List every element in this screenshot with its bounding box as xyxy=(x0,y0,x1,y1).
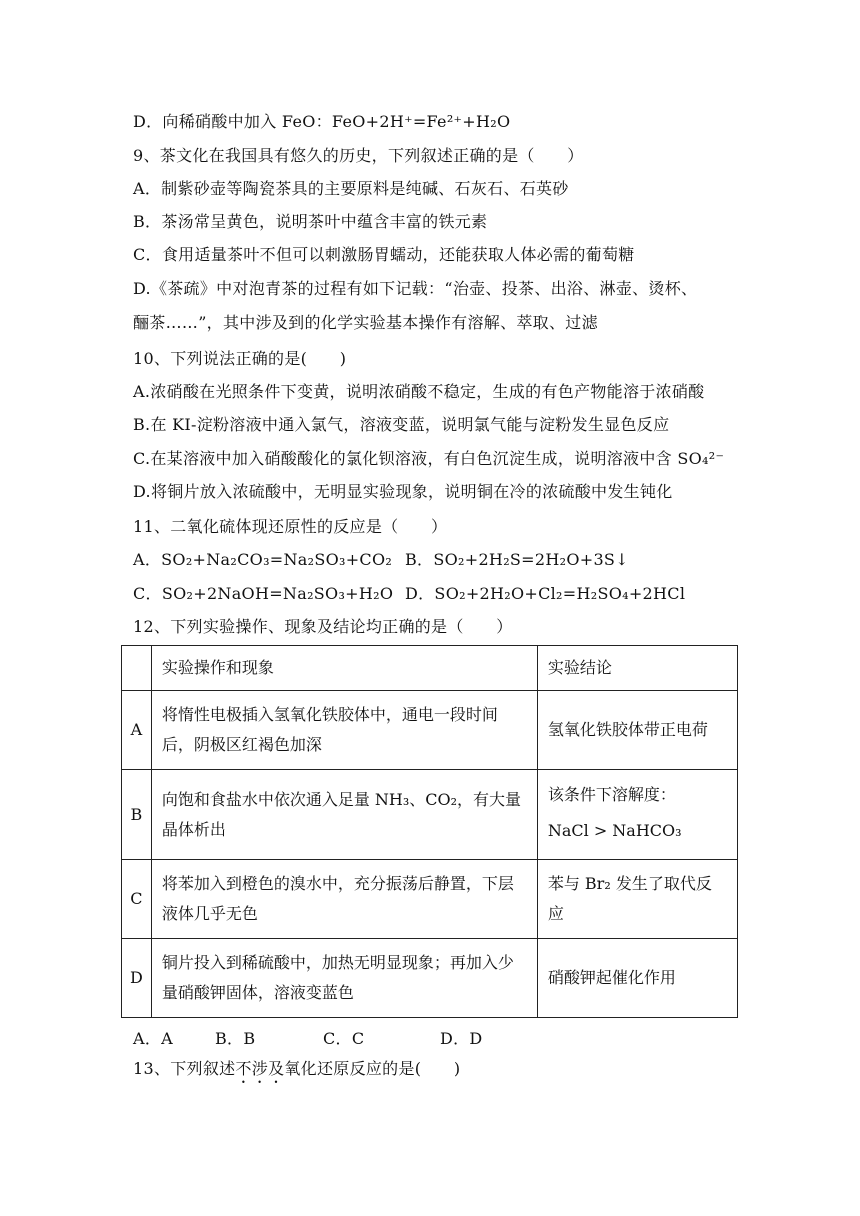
q12-experiment-table xyxy=(121,645,738,1018)
row-conclusion-cell: 苯与 Br₂ 发生了取代反应 xyxy=(537,860,737,939)
q12-option-c: C．C xyxy=(323,1029,365,1048)
row-key-cell: C xyxy=(122,860,152,939)
q11-option-b: B．SO₂+2H₂S=2H₂O+3S↓ xyxy=(405,550,629,569)
table-row xyxy=(122,770,738,860)
conclusion-line-2: NaCl > NaHCO₃ xyxy=(547,820,682,840)
q10-stem: 10、下列说法正确的是( ) xyxy=(133,349,347,368)
q8-option-d: D．向稀硝酸中加入 FeO：FeO+2H⁺=Fe²⁺+H₂O xyxy=(133,112,511,131)
row-operation-cell: 向饱和食盐水中依次通入足量 NH₃、CO₂，有大量晶体析出 xyxy=(151,770,537,860)
q13-emphasis: 不涉及 xyxy=(235,1059,285,1078)
row-operation-cell: 将惰性电极插入氢氧化铁胶体中，通电一段时间后，阴极区红褐色加深 xyxy=(151,691,537,770)
table-row xyxy=(122,939,738,1018)
q9-option-c: C．食用适量茶叶不但可以刺激肠胃蠕动，还能获取人体必需的葡萄糖 xyxy=(133,245,635,264)
table-row xyxy=(122,691,738,770)
header-operation-cell: 实验操作和现象 xyxy=(151,646,537,691)
q9-option-b: B．茶汤常呈黄色，说明茶叶中蕴含丰富的铁元素 xyxy=(133,212,488,231)
table-row xyxy=(122,860,738,939)
row-key-cell: D xyxy=(122,939,152,1018)
q12-option-a: A．A xyxy=(133,1029,174,1048)
q12-stem: 12、下列实验操作、现象及结论均正确的是（ ） xyxy=(133,617,513,636)
row-operation-cell: 铜片投入到稀硫酸中，加热无明显现象；再加入少量硝酸钾固体，溶液变蓝色 xyxy=(151,939,537,1018)
q10-option-b: B.在 KI-淀粉溶液中通入氯气，溶液变蓝，说明氯气能与淀粉发生显色反应 xyxy=(133,415,670,434)
row-key-cell: A xyxy=(122,691,152,770)
row-conclusion-cell xyxy=(537,770,737,860)
row-conclusion-cell: 硝酸钾起催化作用 xyxy=(537,939,737,1018)
q9-stem: 9、茶文化在我国具有悠久的历史，下列叙述正确的是（ ） xyxy=(133,146,584,165)
q10-option-a: A.浓硝酸在光照条件下变黄，说明浓硝酸不稳定，生成的有色产物能溶于浓硝酸 xyxy=(133,382,705,401)
q11-option-c: C．SO₂+2NaOH=Na₂SO₃+H₂O xyxy=(133,584,394,603)
q9-option-d-line2: 酾茶……”，其中涉及到的化学实验基本操作有溶解、萃取、过滤 xyxy=(133,313,598,332)
q9-option-d-line1: D.《茶疏》中对泡青茶的过程有如下记载：“治壶、投茶、出浴、淋壶、烫杯、 xyxy=(133,279,698,298)
q10-option-d: D.将铜片放入浓硫酸中，无明显实验现象，说明铜在冷的浓硫酸中发生钝化 xyxy=(133,482,673,501)
row-conclusion-cell: 氢氧化铁胶体带正电荷 xyxy=(537,691,737,770)
header-conclusion-cell: 实验结论 xyxy=(537,646,737,691)
row-key-cell: B xyxy=(122,770,152,860)
q10-option-c: C.在某溶液中加入硝酸酸化的氯化钡溶液，有白色沉淀生成，说明溶液中含 SO₄²⁻ xyxy=(133,449,725,468)
conclusion-line-1: 该条件下溶解度： xyxy=(547,784,676,804)
q11-option-a: A．SO₂+Na₂CO₃=Na₂SO₃+CO₂ xyxy=(133,550,393,569)
q11-stem: 11、二氧化硫体现还原性的反应是（ ） xyxy=(133,517,448,536)
q13-stem: 13、下列叙述不涉及氧化还原反应的是( ) xyxy=(133,1059,461,1078)
q11-option-d: D．SO₂+2H₂O+Cl₂=H₂SO₄+2HCl xyxy=(405,584,686,603)
q12-option-d: D．D xyxy=(440,1029,483,1048)
q12-option-b: B．B xyxy=(215,1029,256,1048)
header-key-cell xyxy=(122,646,152,691)
q9-option-a: A．制紫砂壶等陶瓷茶具的主要原料是纯碱、石灰石、石英砂 xyxy=(133,179,569,198)
table-header-row xyxy=(122,646,738,691)
row-operation-cell: 将苯加入到橙色的溴水中，充分振荡后静置，下层液体几乎无色 xyxy=(151,860,537,939)
